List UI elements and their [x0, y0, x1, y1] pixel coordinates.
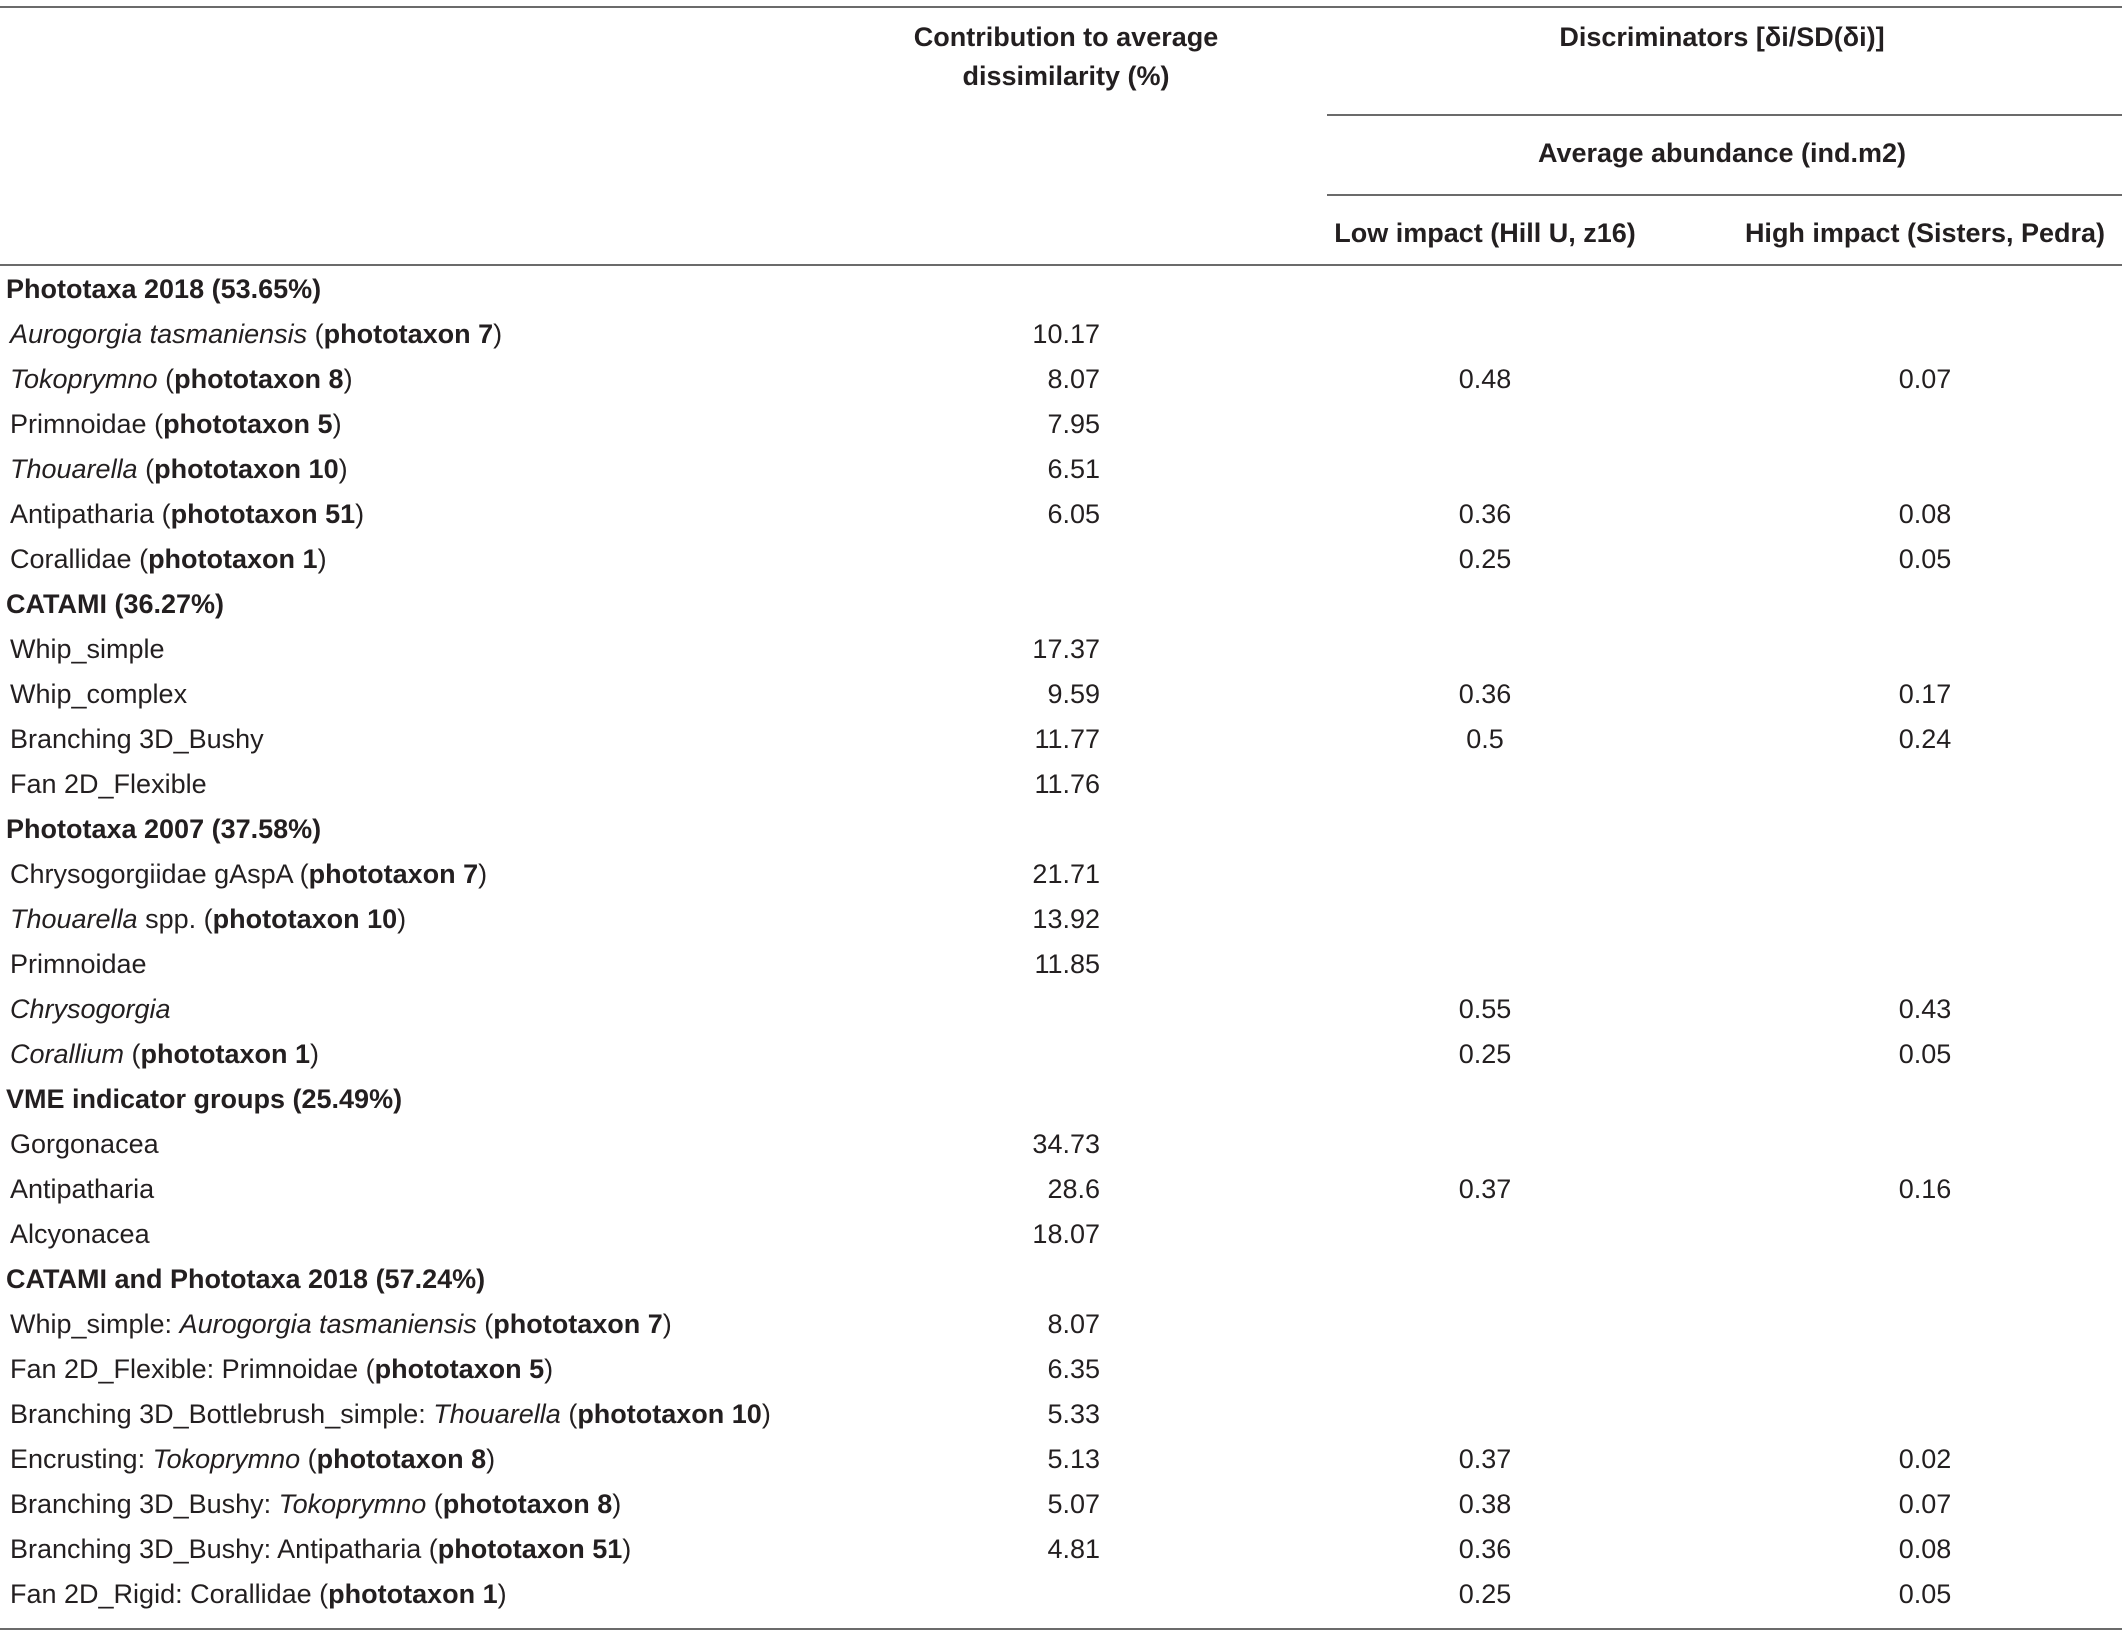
table-row: [0, 1302, 2122, 1347]
table-row: [0, 1482, 2122, 1527]
taxon-name: Whip_simple: [10, 634, 165, 664]
taxon-name: Corallidae (phototaxon 1): [10, 544, 327, 574]
contribution-value: 11.77: [1034, 724, 1100, 754]
table-row: [0, 1122, 2122, 1167]
contribution-value: 4.81: [1047, 1534, 1100, 1564]
section-title: Phototaxa 2007 (37.58%): [6, 814, 322, 844]
taxon-name: Whip_simple: Aurogorgia tasmaniensis (phototaxon 7): [10, 1309, 672, 1339]
low-impact-value: 0.36: [1458, 1534, 1512, 1564]
taxon-name: Whip_complex: [10, 679, 188, 709]
table-row: [0, 762, 2122, 807]
low-impact-value: 0.36: [1458, 499, 1512, 529]
low-impact-value: 0.25: [1458, 544, 1512, 574]
taxon-name: Fan 2D_Rigid: Corallidae (phototaxon 1): [10, 1579, 507, 1609]
contribution-value: 17.37: [1032, 634, 1100, 664]
high-impact-value: 0.43: [1898, 994, 1952, 1024]
taxon-name: Branching 3D_Bushy: Antipatharia (phototaxon 51): [10, 1534, 632, 1564]
taxon-name: Aurogorgia tasmaniensis (phototaxon 7): [10, 319, 503, 349]
contribution-value: 10.17: [1032, 319, 1100, 349]
table-row: [0, 852, 2122, 897]
header-low-impact: Low impact (Hill U, z16): [1334, 218, 1636, 248]
taxon-name: Antipatharia: [10, 1174, 155, 1204]
table-row: [0, 1167, 2122, 1212]
high-impact-value: 0.17: [1898, 679, 1952, 709]
taxon-name: Primnoidae: [10, 949, 147, 979]
taxon-name: Corallium (phototaxon 1): [10, 1039, 320, 1069]
low-impact-value: 0.37: [1458, 1174, 1512, 1204]
section-title: CATAMI (36.27%): [6, 589, 225, 619]
section-title: Phototaxa 2018 (53.65%): [6, 274, 322, 304]
header-average-abundance: Average abundance (ind.m2): [1537, 138, 1907, 168]
header-discriminators: Discriminators [δi/SD(δi)]: [1559, 22, 1885, 52]
table-row: [0, 1212, 2122, 1257]
contribution-value: 6.51: [1047, 454, 1100, 484]
section-title: CATAMI and Phototaxa 2018 (57.24%): [6, 1264, 486, 1294]
contribution-value: 18.07: [1032, 1219, 1100, 1249]
taxon-name: Chrysogorgia: [10, 994, 171, 1024]
low-impact-value: 0.25: [1458, 1039, 1512, 1069]
contribution-value: 9.59: [1047, 679, 1100, 709]
contribution-value: 5.07: [1047, 1489, 1100, 1519]
taxon-name: Branching 3D_Bottlebrush_simple: Thouarella (phototaxon 10): [10, 1399, 771, 1429]
high-impact-value: 0.08: [1898, 499, 1952, 529]
high-impact-value: 0.05: [1898, 1579, 1952, 1609]
abundance-rule: [1327, 194, 2122, 196]
contribution-value: 11.85: [1034, 949, 1100, 979]
taxon-name: Fan 2D_Flexible: [10, 769, 207, 799]
taxon-name: Branching 3D_Bushy: Tokoprymno (phototaxon 8): [10, 1489, 622, 1519]
high-impact-value: 0.07: [1898, 1489, 1952, 1519]
section-header-row: [0, 582, 2122, 627]
header-contribution-line1: Contribution to average: [913, 22, 1219, 52]
table-row: [0, 717, 2122, 762]
table-row: [0, 1347, 2122, 1392]
section-header-row: [0, 1077, 2122, 1122]
low-impact-value: 0.5: [1466, 724, 1504, 754]
contribution-value: 5.33: [1047, 1399, 1100, 1429]
table-body: [0, 267, 2122, 1617]
top-rule: [0, 6, 2122, 8]
table-row: [0, 627, 2122, 672]
high-impact-value: 0.16: [1898, 1174, 1952, 1204]
table-row: [0, 942, 2122, 987]
contribution-value: 21.71: [1032, 859, 1100, 889]
contribution-value: 6.05: [1047, 499, 1100, 529]
high-impact-value: 0.02: [1898, 1444, 1952, 1474]
table-row: [0, 1392, 2122, 1437]
table-row: [0, 987, 2122, 1032]
low-impact-value: 0.37: [1458, 1444, 1512, 1474]
taxon-name: Alcyonacea: [10, 1219, 150, 1249]
low-impact-value: 0.38: [1458, 1489, 1512, 1519]
contribution-value: 28.6: [1047, 1174, 1100, 1204]
header-bottom-rule: [0, 264, 2122, 266]
table-row: [0, 402, 2122, 447]
taxon-name: Antipatharia (phototaxon 51): [10, 499, 365, 529]
taxon-name: Encrusting: Tokoprymno (phototaxon 8): [10, 1444, 496, 1474]
header-contribution: [866, 18, 1266, 96]
table-row: [0, 897, 2122, 942]
table-row: [0, 312, 2122, 357]
contribution-value: 6.35: [1047, 1354, 1100, 1384]
section-title: VME indicator groups (25.49%): [6, 1084, 403, 1114]
discriminators-rule: [1327, 114, 2122, 116]
contribution-value: 7.95: [1047, 409, 1100, 439]
high-impact-value: 0.05: [1898, 1039, 1952, 1069]
contribution-value: 34.73: [1032, 1129, 1100, 1159]
taxon-name: Chrysogorgiidae gAspA (phototaxon 7): [10, 859, 488, 889]
contribution-value: 8.07: [1047, 1309, 1100, 1339]
section-header-row: [0, 807, 2122, 852]
taxon-name: Thouarella spp. (phototaxon 10): [10, 904, 407, 934]
table-row: [0, 537, 2122, 582]
high-impact-value: 0.08: [1898, 1534, 1952, 1564]
contribution-value: 5.13: [1047, 1444, 1100, 1474]
table-row: [0, 492, 2122, 537]
table-row: [0, 447, 2122, 492]
section-header-row: [0, 267, 2122, 312]
table-row: [0, 672, 2122, 717]
taxon-name: Branching 3D_Bushy: [10, 724, 264, 754]
low-impact-value: 0.25: [1458, 1579, 1512, 1609]
taxon-name: Tokoprymno (phototaxon 8): [10, 364, 353, 394]
table-row: [0, 1437, 2122, 1482]
contribution-value: 11.76: [1034, 769, 1100, 799]
header-contribution-line2: dissimilarity (%): [962, 61, 1170, 91]
table-bottom-rule: [0, 1628, 2122, 1630]
table-row: [0, 357, 2122, 402]
low-impact-value: 0.55: [1458, 994, 1512, 1024]
section-header-row: [0, 1257, 2122, 1302]
taxon-name: Primnoidae (phototaxon 5): [10, 409, 342, 439]
high-impact-value: 0.07: [1898, 364, 1952, 394]
contribution-value: 8.07: [1047, 364, 1100, 394]
high-impact-value: 0.05: [1898, 544, 1952, 574]
taxon-name: Gorgonacea: [10, 1129, 159, 1159]
taxon-name: Thouarella (phototaxon 10): [10, 454, 348, 484]
table-row: [0, 1032, 2122, 1077]
taxon-name: Fan 2D_Flexible: Primnoidae (phototaxon 5): [10, 1354, 554, 1384]
low-impact-value: 0.36: [1458, 679, 1512, 709]
table-row: [0, 1527, 2122, 1572]
low-impact-value: 0.48: [1458, 364, 1512, 394]
table-row: [0, 1572, 2122, 1617]
contribution-value: 13.92: [1032, 904, 1100, 934]
high-impact-value: 0.24: [1898, 724, 1952, 754]
header-high-impact: High impact (Sisters, Pedra): [1744, 218, 2106, 248]
